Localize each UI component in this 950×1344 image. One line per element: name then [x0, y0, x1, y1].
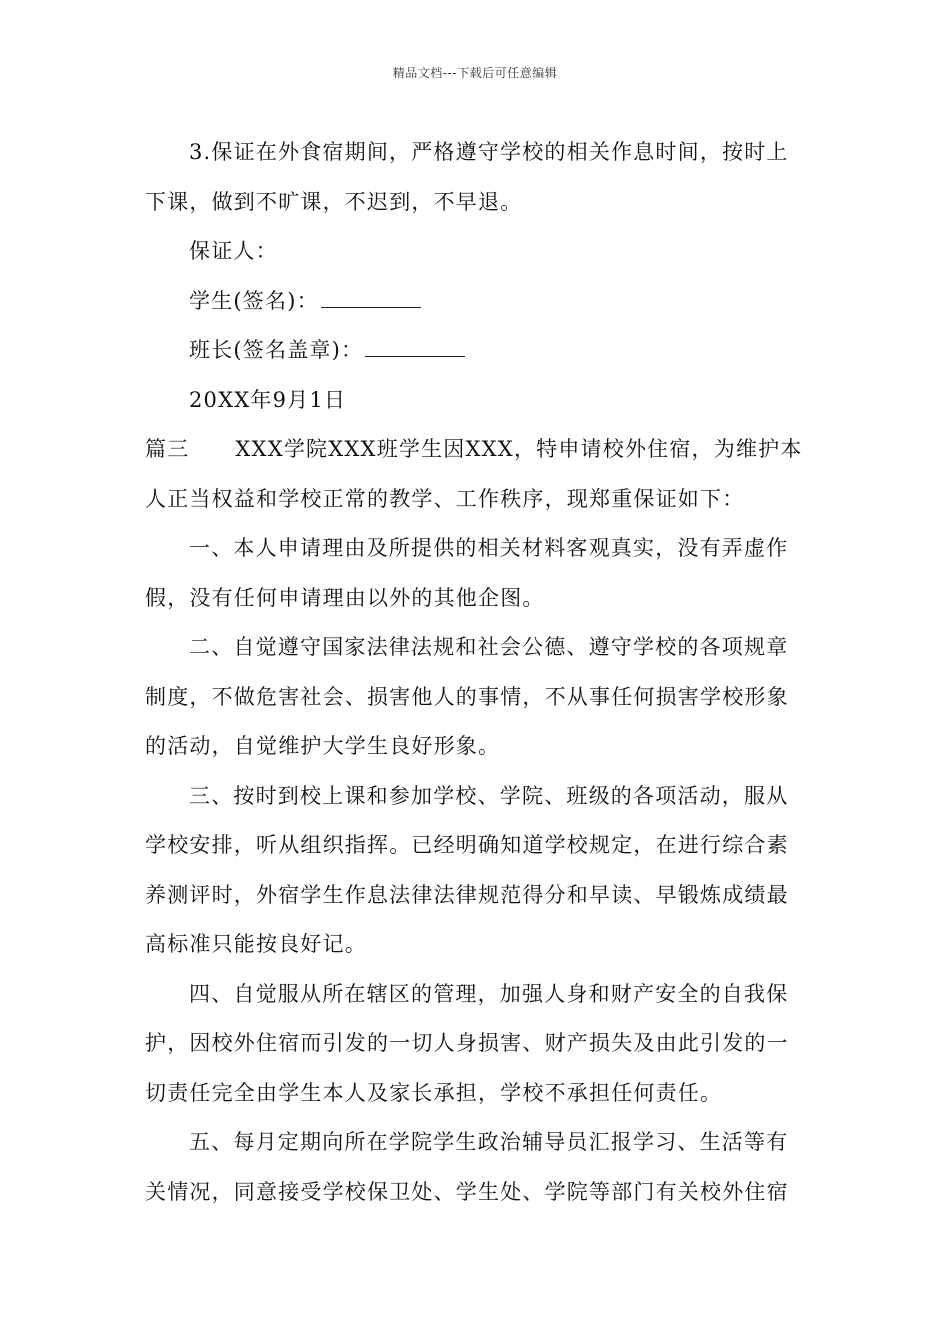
document-body: [145, 128, 810, 1217]
guarantee-item-2: 二、自觉遵守国家法律法规和社会公德、遵守学校的各项规章制度，不做危害社会、损害他人的事情，不从事任何损害学校形象的活动，自觉维护大学生良好形象。: [145, 635, 789, 758]
student-signature-blank: [321, 289, 421, 308]
guarantee-item-4: 四、自觉服从所在辖区的管理，加强人身和财产安全的自我保护，因校外住宿而引发的一切人身损害、财产损失及由此引发的一切责任完全由学生本人及家长承担，学校不承担任何责任。: [145, 981, 789, 1105]
monitor-signature-blank: [365, 338, 465, 357]
monitor-signature-line: [145, 326, 810, 376]
page-header: 精品文档---下载后可任意编辑: [392, 66, 558, 80]
monitor-signature-label: 班长(签名盖章)：: [189, 338, 364, 362]
student-signature-line: [145, 277, 810, 327]
section-intro-text: XXX学院XXX班学生因XXX，特申请校外住宿，为维护本人正当权益和学校正常的教学、工作秩序，现郑重保证如下：: [145, 437, 803, 511]
guarantee-item-1: 一、本人申请理由及所提供的相关材料客观真实，没有弄虚作假，没有任何申请理由以外的其他企图。: [145, 536, 789, 610]
section-label: 篇三: [145, 437, 190, 461]
document-date: 20XX年9月1日: [189, 387, 347, 412]
student-signature-label: 学生(签名)：: [189, 288, 319, 313]
guarantor-label: 保证人：: [189, 239, 278, 263]
guarantee-item-5: 五、每月定期向所在学院学生政治辅导员汇报学习、生活等有关情况，同意接受学校保卫处、学生处、学院等部门有关校外住宿: [145, 1130, 789, 1204]
section-three-intro: [145, 425, 810, 524]
guarantee-item-3: 三、按时到校上课和参加学校、学院、班级的各项活动，服从学校安排，听从组织指挥。已经明确知道学校规定，在进行综合素养测评时，外宿学生作息法律法律规范得分和早读、早锻炼成绩最高标准只能按良好记。: [145, 783, 789, 956]
paragraph-item-3: 3.保证在外食宿期间，严格遵守学校的相关作息时间，按时上下课，做到不旷课，不迟到，不早退。: [145, 140, 789, 214]
